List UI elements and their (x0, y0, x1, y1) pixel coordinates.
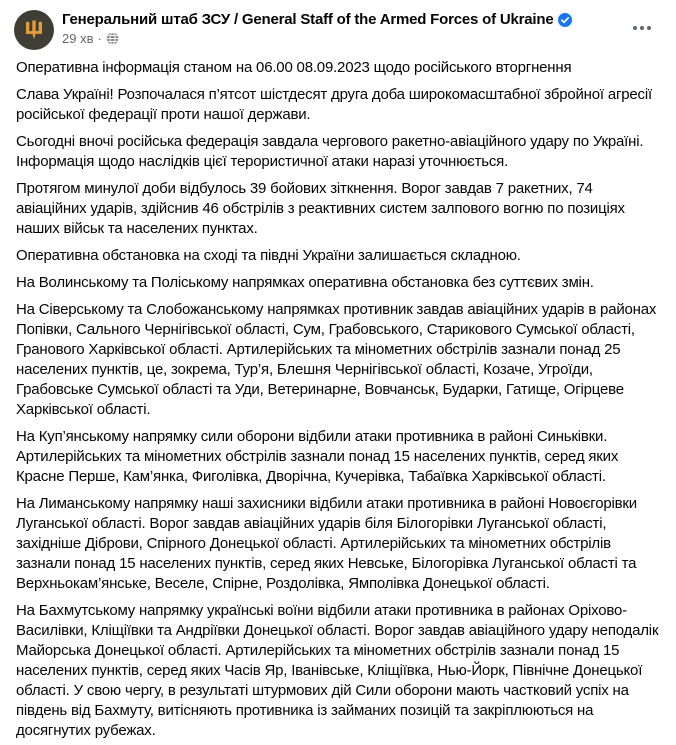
post-header (0, 0, 676, 54)
post-paragraph: Протягом минулої доби відбулось 39 бойових зіткнення. Ворог завдав 7 ракетних, 74 авіаційних ударів, здійснив 46 обстрілів з реактивних систем залпового вогню по позиціях наших військ та населених пунктах. (16, 180, 629, 237)
trident-emblem-icon (21, 17, 47, 43)
globe-public-icon (106, 32, 119, 45)
page-avatar[interactable] (14, 10, 54, 50)
post-paragraph: На Волинському та Поліському напрямках оперативна обстановка без суттєвих змін. (16, 274, 594, 291)
page-name-row (62, 11, 624, 28)
post-body-text (0, 54, 676, 745)
more-options-ellipsis-icon (647, 26, 651, 30)
more-options-ellipsis-icon (633, 26, 637, 30)
more-options-button[interactable] (624, 14, 660, 42)
verified-badge-icon (558, 13, 572, 27)
post-paragraph: На Куп’янському напрямку сили оборони відбили атаки противника в районі Синьківки. Артилерійських та мінометних обстрілів зазнали понад 15 населених пунктів, серед яких Красне Перше, Кам’янка, Фиголівка, Дворічна, Кучерівка, Табаївка Харківської області. (16, 428, 623, 485)
post-header-info (62, 10, 624, 46)
timestamp-link[interactable]: 29 хв (62, 31, 94, 46)
post-paragraph: Сьогодні вночі російська федерація завдала чергового ракетно-авіаційного удару по Україні. Інформація щодо наслідків цієї терористичної атаки наразі уточнюється. (16, 133, 648, 170)
post-paragraph: На Лиманському напрямку наші захисники відбили атаки противника в районі Новоєгорівки Луганської області. Ворог завдав авіаційних ударів біля Білогорівки Луганської області, західніше Діброви, Спірного Донецької області. Артилерійських та мінометних обстрілів зазнали понад 15 населених пунктів, серед яких Невське, Білогорівка Луганської області та Верхньокам’янське, Веселе, Спірне, Роздолівка, Ямполівка Донецької області. (16, 495, 641, 592)
post-paragraph: На Сіверському та Слобожанському напрямках противник завдав авіаційних ударів в районах Попівки, Сального Чернігівської області, Сум, Грабовського, Старикового Сумської області, Гранового Харківської області. Артилерійських та мінометних обстрілів зазнали понад 25 населених пунктів, це, зокрема, Тур’я, Блешня Чернігівської області, Козаче, Угроїди, Грабовське Сумської області та Уди, Ветеринарне, Вовчанськ, Бударки, Гатище, Огірцеве Харківської області. (16, 301, 661, 418)
page-name-link[interactable]: Генеральний штаб ЗСУ / General Staff of the Armed Forces of Ukraine (62, 11, 554, 28)
post-paragraph: На Бахмутському напрямку українські воїни відбили атаки противника в районах Оріхово-Василівки, Кліщіївки та Андріївки Донецької області. Ворог завдав авіаційного удару неподалік Майорська Донецької області. Артилерійських та мінометних обстрілів зазнали понад 15 населених пунктів, серед яких Часів Яр, Іванівське, Кліщіївка, Нью-Йорк, Північне Донецької області. У свою чергу, в результаті штурмових дій Сили оборони мають частковий успіх на південь від Бахмуту, витісняють противника із займаних позицій та закріплюються на досягнутих рубежах. (16, 602, 663, 739)
post-paragraph: Оперативна інформація станом на 06.00 08.09.2023 щодо російського вторгнення (16, 59, 572, 76)
meta-separator: · (97, 31, 102, 46)
more-options-ellipsis-icon (640, 26, 644, 30)
post-meta-row (62, 31, 624, 46)
post-paragraph: Слава Україні! Розпочалася п’ятсот шістдесят друга доба широкомасштабної збройної агресії російської федерації проти нашої держави. (16, 86, 656, 123)
post-paragraph: Оперативна обстановка на сході та півдні України залишається складною. (16, 247, 521, 264)
